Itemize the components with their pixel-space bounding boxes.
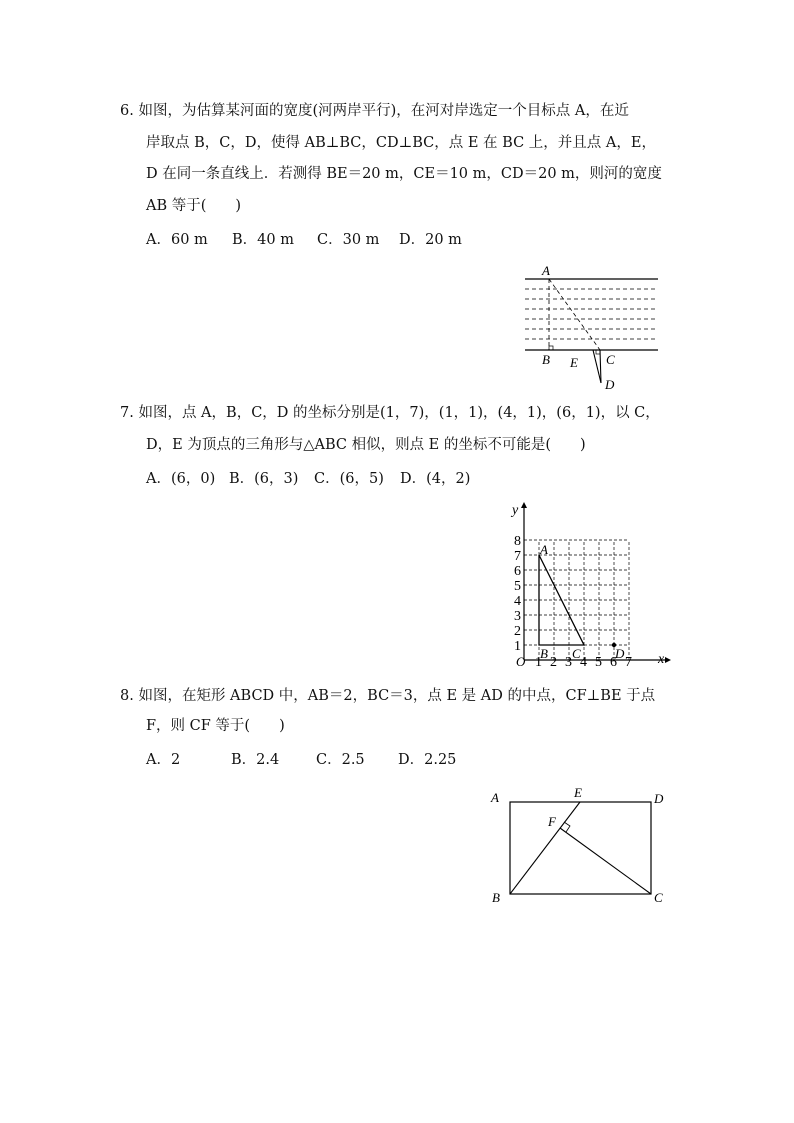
y-tick-label: 8 xyxy=(514,534,521,549)
y-tick-label: 4 xyxy=(514,594,521,609)
q6-line-3: D 在同一条直线上．若测得 BE＝20 m，CE＝10 m，CD＝20 m，则河的宽度 xyxy=(146,166,662,182)
q6-label-d: D xyxy=(605,377,615,392)
q6-option-a: A．60 m xyxy=(146,232,208,248)
q8-option-a: A．2 xyxy=(146,752,181,768)
q8-label-d: D xyxy=(654,791,664,806)
q7-label-d: D xyxy=(615,646,625,661)
x-tick-label: 4 xyxy=(580,655,587,670)
x-tick-label: 5 xyxy=(595,655,602,670)
q7-coordinate-figure xyxy=(505,500,675,670)
y-tick-label: 3 xyxy=(514,609,521,624)
q7-option-a: A．(6，0) xyxy=(146,471,216,487)
q7-option-b: B．(6，3) xyxy=(229,471,299,487)
q8-label-b: B xyxy=(492,890,500,905)
q6-option-b: B．40 m xyxy=(232,232,294,248)
q7-label-b: B xyxy=(540,646,548,661)
y-tick-label: 1 xyxy=(514,639,521,654)
q6-label-c: C xyxy=(606,352,615,367)
q7-option-c: C．(6，5) xyxy=(314,471,384,487)
q7-origin-label: O xyxy=(516,654,526,669)
q8-label-f: F xyxy=(548,814,556,829)
q8-line-2: F，则 CF 等于( ) xyxy=(146,718,285,734)
q6-option-c: C．30 m xyxy=(317,232,380,248)
q8-option-b: B．2.4 xyxy=(231,752,280,768)
q8-label-e: E xyxy=(574,785,582,800)
x-tick-label: 1 xyxy=(535,655,542,670)
q6-line-1 xyxy=(120,101,629,121)
q8-text-1: 如图，在矩形 ABCD 中，AB＝2，BC＝3，点 E 是 AD 的中点，CF⊥BE 于点 xyxy=(138,688,656,704)
q7-label-a: A xyxy=(540,542,548,557)
q6-line-4: AB 等于( ) xyxy=(146,198,242,214)
x-tick-label: 3 xyxy=(565,655,572,670)
q8-option-d: D．2.25 xyxy=(398,752,457,768)
q7-axis-x-label: x xyxy=(658,652,665,667)
q7-number: 7. xyxy=(120,405,134,421)
q6-label-e: E xyxy=(570,355,578,370)
q6-river-figure xyxy=(520,260,665,395)
q6-text-1: 如图，为估算某河面的宽度(河两岸平行)，在河对岸选定一个目标点 A，在近 xyxy=(138,103,629,119)
q6-number: 6. xyxy=(120,103,134,119)
q6-label-b: B xyxy=(542,352,550,367)
q8-label-a: A xyxy=(491,790,499,805)
q7-axis-y-label: y xyxy=(512,503,519,518)
q8-option-c: C．2.5 xyxy=(316,752,365,768)
y-tick-label: 2 xyxy=(514,624,521,639)
q6-option-d: D．20 m xyxy=(399,232,462,248)
y-tick-label: 7 xyxy=(514,549,521,564)
y-tick-label: 5 xyxy=(514,579,521,594)
q7-option-d: D．(4，2) xyxy=(400,471,471,487)
q6-label-a: A xyxy=(542,263,550,278)
x-tick-label: 6 xyxy=(610,655,617,670)
q8-rectangle-figure xyxy=(485,780,675,910)
q7-text-1: 如图，点 A，B，C，D 的坐标分别是(1，7)，(1，1)，(4，1)，(6，1)，以 C， xyxy=(138,405,660,421)
q8-number: 8. xyxy=(120,688,134,704)
q7-line-1 xyxy=(120,403,660,423)
x-tick-label: 7 xyxy=(625,655,632,670)
q7-line-2: D，E 为顶点的三角形与△ABC 相似，则点 E 的坐标不可能是( ) xyxy=(146,437,586,453)
q7-label-c: C xyxy=(572,646,581,661)
y-tick-label: 6 xyxy=(514,564,521,579)
x-tick-label: 2 xyxy=(550,655,557,670)
q8-line-1 xyxy=(120,686,655,706)
q6-line-2: 岸取点 B，C，D，使得 AB⊥BC，CD⊥BC，点 E 在 BC 上，并且点 A，E， xyxy=(146,135,656,151)
q8-label-c: C xyxy=(654,890,663,905)
